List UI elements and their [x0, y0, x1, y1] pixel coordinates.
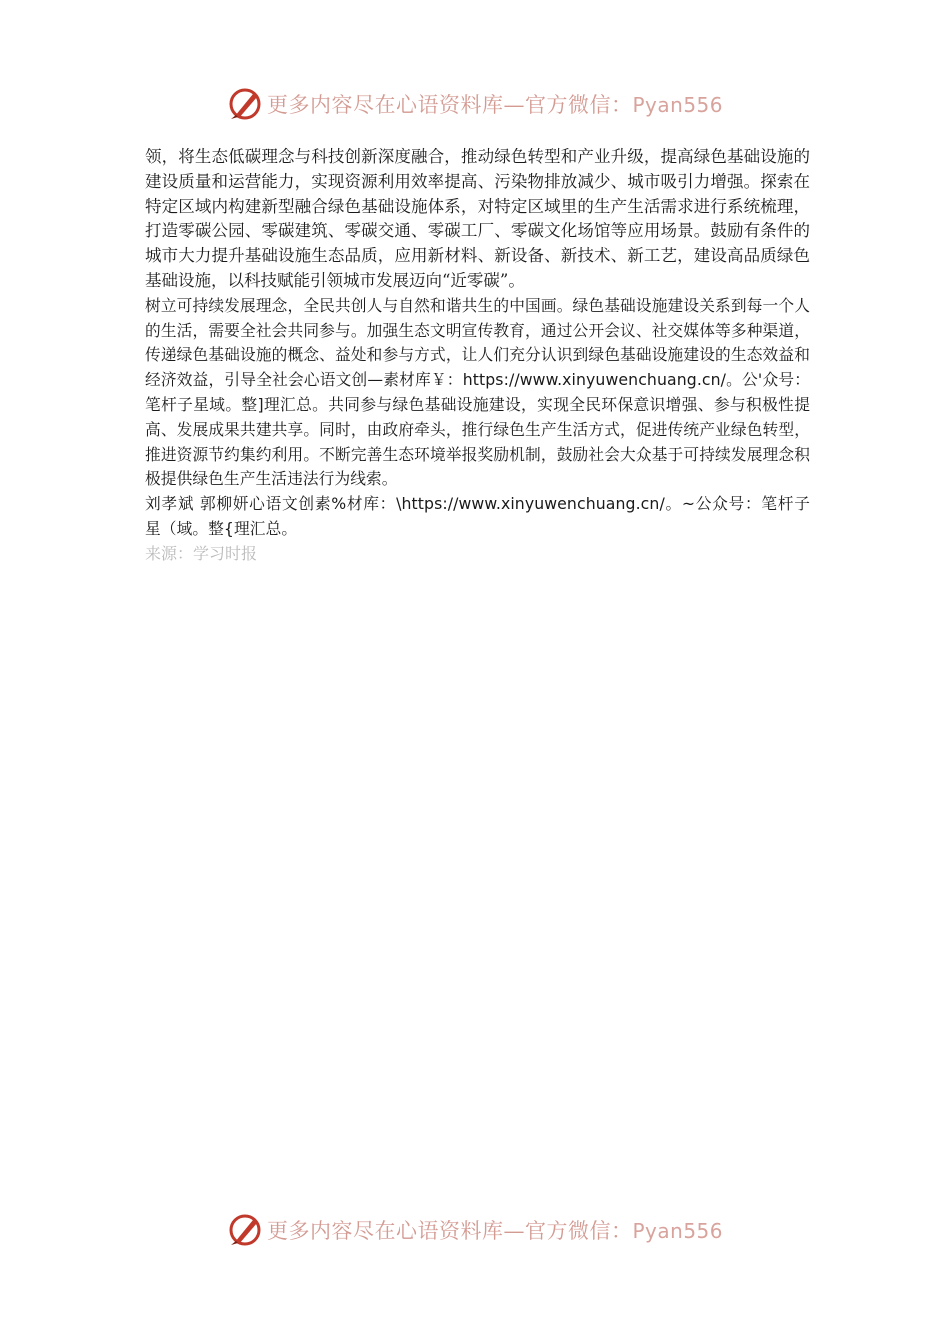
- footer-banner: [0, 1208, 950, 1252]
- header-banner: [0, 82, 950, 126]
- paragraph-2: 树立可持续发展理念，全民共创人与自然和谐共生的中国画。绿色基础设施建设关系到每一个人的生活，需要全社会共同参与。加强生态文明宣传教育，通过公开会议、社交媒体等多种渠道，传递绿色基础设施的概念、益处和参与方式，让人们充分认识到绿色基础设施建设的生态效益和经济效益，引导全社会心语文创—素材库￥：https://www.xinyuwenchuang.cn/。公'众号：笔杆子星域。整]理汇总。共同参与绿色基础设施建设，实现全民环保意识增强、参与积极性提高、发展成果共建共享。同时，由政府牵头，推行绿色生产生活方式，促进传统产业绿色转型，推进资源节约集约利用。不断完善生态环境举报奖励机制，鼓励社会大众基于可持续发展理念积极提供绿色生产生活违法行为线索。: [145, 295, 810, 489]
- paragraph-3: 刘孝斌 郭柳妍心语文创素%材库：\https://www.xinyuwenchuang.cn/。~公众号：笔杆子星（域。整{理汇总。: [145, 494, 810, 538]
- header-wechat-id: Pyan556: [632, 93, 723, 117]
- document-body: [145, 145, 810, 567]
- pen-logo-icon: [227, 1212, 263, 1248]
- header-banner-text: 更多内容尽在心语资料库—官方微信：Pyan556: [266, 93, 723, 117]
- footer-banner-text: 更多内容尽在心语资料库—官方微信：Pyan556: [266, 1219, 723, 1243]
- pen-logo-icon: [227, 86, 263, 122]
- footer-wechat-id: Pyan556: [632, 1219, 723, 1243]
- paragraph-1: 领，将生态低碳理念与科技创新深度融合，推动绿色转型和产业升级，提高绿色基础设施的建设质量和运营能力，实现资源利用效率提高、污染物排放减少、城市吸引力增强。探索在特定区域内构建新型融合绿色基础设施体系，对特定区域里的生产生活需求进行系统梳理，打造零碳公园、零碳建筑、零碳交通、零碳工厂、零碳文化场馆等应用场景。鼓励有条件的城市大力提升基础设施生态品质，应用新材料、新设备、新技术、新工艺，建设高品质绿色基础设施，以科技赋能引领城市发展迈向“近零碳”。: [145, 147, 810, 290]
- source-line: 来源：学习时报: [145, 543, 258, 563]
